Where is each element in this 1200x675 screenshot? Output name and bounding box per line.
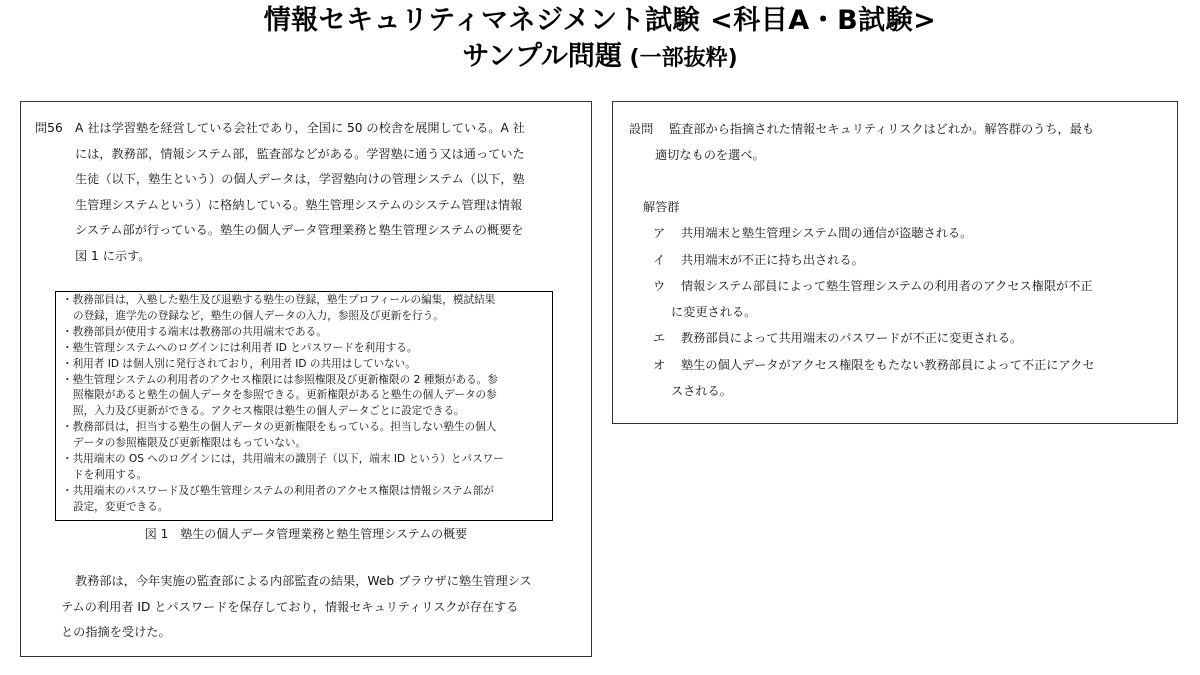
answer-option-u-cont: に変更される。	[671, 305, 757, 320]
figure-line: 照権限があると塾生の個人データを参照できる。更新権限があると塾生の個人データの参	[73, 389, 497, 402]
figure-line: ・塾生管理システムの利用者のアクセス権限には参照権限及び更新権限の 2 種類がある。参	[62, 373, 498, 386]
option-key: イ	[653, 252, 666, 267]
after-line-1: 教務部は，今年実施の監査部による内部監査の結果，Web ブラウザに塾生管理シス	[75, 574, 532, 588]
title-main: サンプル問題	[462, 41, 622, 72]
figure-line: 設定，変更できる。	[73, 500, 169, 513]
after-line-2: テムの利用者 ID とパスワードを保存しており，情報セキュリティリスクが存在する	[61, 599, 519, 614]
subquestion-panel	[612, 101, 1178, 424]
option-key: ウ	[653, 278, 666, 293]
answer-option-i[interactable]: イ 共用端末が不正に持ち出される。	[643, 247, 1095, 273]
title-line-2	[0, 40, 1200, 76]
question-panel	[20, 101, 592, 657]
answer-option-e[interactable]: エ 教務部員によって共用端末のパスワードが不正に変更される。	[643, 325, 1095, 351]
title-line-1: 情報セキュリティマネジメント試験 <科目A・B試験>	[263, 5, 937, 36]
option-key: ア	[653, 226, 666, 241]
subquestion-line-1: 設問 監査部から指摘された情報セキュリティリスクはどれか。解答群のうち，最も	[629, 116, 1094, 142]
option-key: エ	[653, 331, 666, 346]
figure-line: ・教務部員が使用する端末は教務部の共用端末である。	[62, 325, 327, 338]
figure-line: の登録，進学先の登録など，塾生の個人データの入力，参照及び更新を行う。	[73, 309, 444, 322]
figure-line: ドを利用する。	[73, 468, 148, 481]
option-key: オ	[653, 357, 666, 372]
subquestion-line-2: 適切なものを選べ。	[655, 148, 765, 163]
figure-line: ・塾生管理システムへのログインには利用者 ID とパスワードを利用する。	[62, 341, 418, 354]
intro-line-3: 生徒（以下，塾生という）の個人データは，学習塾向けの管理システム（以下，塾	[75, 172, 525, 187]
question-number: 問56	[35, 121, 63, 135]
page-title	[0, 4, 1200, 76]
answer-option-u[interactable]: ウ 情報システム部員によって塾生管理システムの利用者のアクセス権限が不正	[643, 273, 1095, 299]
title-sub: (一部抜粋)	[621, 46, 738, 71]
figure-caption: 図 1 塾生の個人データ管理業務と塾生管理システムの概要	[144, 527, 468, 541]
question-after-text	[61, 569, 532, 646]
subquestion-text	[629, 116, 1094, 169]
figure-line: ・共用端末の OS へのログインには，共用端末の識別子（以下，端末 ID という）とパスワー	[62, 453, 504, 466]
figure-line: ・共用端末のパスワード及び塾生管理システムの利用者のアクセス権限は情報システム部が	[62, 484, 494, 497]
question-intro	[35, 116, 525, 270]
subquestion-label: 設問	[629, 122, 654, 136]
after-line-3: との指摘を受けた。	[61, 625, 171, 640]
answer-option-a[interactable]: ア 共用端末と塾生管理システム間の通信が盗聴される。	[643, 220, 1095, 246]
figure-line: ・利用者 ID は個人別に発行されており，利用者 ID の共用はしていない。	[62, 357, 416, 370]
answers-heading: 解答群	[643, 200, 680, 214]
intro-line-4: 生管理システムという）に格納している。塾生管理システムのシステム管理は情報	[75, 197, 523, 212]
figure-line: データの参照権限及び更新権限はもっていない。	[73, 437, 307, 450]
answer-option-o-cont: スされる。	[671, 384, 732, 399]
intro-line-2: には，教務部，情報システム部，監査部などがある。学習塾に通う又は通っていた	[75, 146, 525, 161]
intro-line-5: システム部が行っている。塾生の個人データ管理業務と塾生管理システムの概要を	[75, 223, 524, 238]
answer-choices	[643, 194, 1095, 404]
intro-line-6: 図 1 に示す。	[75, 248, 151, 263]
intro-line-1: 問56 A 社は学習塾を経営している会社であり，全国に 50 の校舎を展開している。A 社	[35, 116, 525, 142]
figure-line: 照，入力及び更新ができる。アクセス権限は塾生の個人データごとに設定できる。	[73, 405, 465, 418]
figure-1-box	[55, 291, 553, 521]
figure-line: ・教務部員は，担当する塾生の個人データの更新権限をもっている。担当しない塾生の個人	[62, 421, 497, 434]
figure-line: ・教務部員は，入塾した塾生及び退塾する塾生の登録，塾生プロフィールの編集，模試結果	[62, 294, 496, 306]
answer-option-o[interactable]: オ 塾生の個人データがアクセス権限をもたない教務部員によって不正にアクセ	[643, 352, 1095, 378]
